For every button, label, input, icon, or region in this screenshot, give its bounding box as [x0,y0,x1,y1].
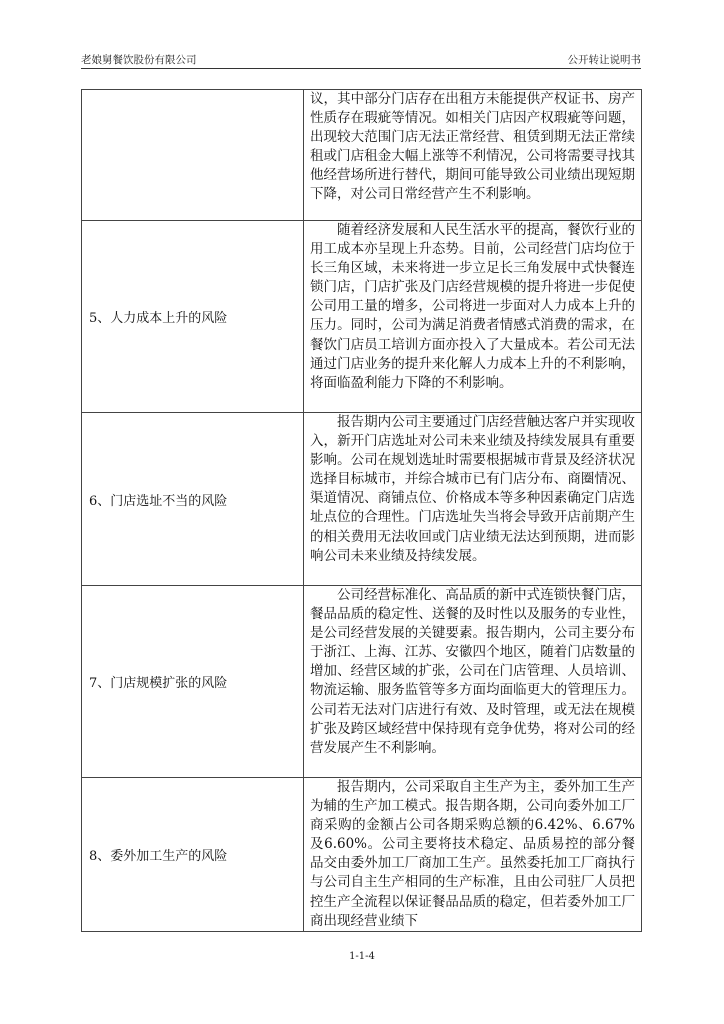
risk-name [82,90,304,221]
risk-description [304,413,642,586]
table-row [82,586,642,778]
risk-table [81,89,642,932]
risk-description [304,586,642,778]
company-name: 老娘舅餐饮股份有限公司 [81,54,197,66]
table-row [82,221,642,413]
table-row [82,90,642,221]
page-header [81,48,641,69]
risk-name: 5、人力成本上升的风险 [82,221,304,413]
risk-name: 6、门店选址不当的风险 [82,413,304,586]
page-number: 1-1-4 [349,951,375,962]
risk-description [304,90,642,221]
risk-name: 8、委外加工生产的风险 [82,778,304,932]
table-row [82,413,642,586]
risk-description-text: 随着经济发展和人民生活水平的提高，餐饮行业的用工成本亦呈现上升态势。目前，公司经营门店均位于长三角区域，未来将进一步立足长三角发展中式快餐连锁门店，门店扩张及门店经营规模的提升将进一步促使公司用工量的增多，公司将进一步面对人力成本上升的压力。同时，公司为满足消费者情感式消费的需求，在餐饮门店员工培训方面亦投入了大量成本。若公司无法通过门店业务的提升来化解人力成本上升的不利影响，将面临盈利能力下降的不利影响。 [310,222,635,391]
risk-description-text: 报告期内公司主要通过门店经营触达客户并实现收入，新开门店选址对公司未来业绩及持续发展具有重要影响。公司在规划选址时需要根据城市背景及经济状况选择目标城市，并综合城市已有门店分布、商圈情况、渠道情况、商铺点位、价格成本等多种因素确定门店选址点位的合理性。门店选址失当将会导致开店前期产生的相关费用无法收回或门店业绩无法达到预期，进而影响公司未来业绩及持续发展。 [310,414,635,564]
risk-description-text: 议，其中部分门店存在出租方未能提供产权证书、房产性质存在瑕疵等情况。如相关门店因产权瑕疵等问题，出现较大范围门店无法正常经营、租赁到期无法正常续租或门店租金大幅上涨等不利情况，公司将需要寻找其他经营场所进行替代，期间可能导致公司业绩出现短期下降，对公司日常经营产生不利影响。 [310,91,635,203]
risk-name: 7、门店规模扩张的风险 [82,586,304,778]
risk-description [304,221,642,413]
table-row [82,778,642,932]
risk-description-text: 报告期内，公司采取自主生产为主，委外加工生产为辅的生产加工模式。报告期各期，公司向委外加工厂商采购的金额占公司各期采购总额的6.42%、6.67%及6.60%。公司主要将技术稳定、品质易控的部分餐品交由委外加工厂商加工生产。虽然委托加工厂商执行与公司自主生产相同的生产标准，且由公司驻厂人员把控生产全流程以保证餐品品质的稳定，但若委外加工厂商出现经营业绩下 [310,779,635,929]
risk-description-text: 公司经营标准化、高品质的新中式连锁快餐门店，餐品品质的稳定性、送餐的及时性以及服务的专业性，是公司经营发展的关键要素。报告期内，公司主要分布于浙江、上海、江苏、安徽四个地区，随着门店数量的增加、经营区域的扩张，公司在门店管理、人员培训、物流运输、服务监管等多方面均面临更大的管理压力。公司若无法对门店进行有效、及时管理，或无法在规模扩张及跨区域经营中保持现有竞争优势，将对公司的经营发展产生不利影响。 [310,587,635,756]
document-title: 公开转让说明书 [567,54,641,66]
risk-description [304,778,642,932]
